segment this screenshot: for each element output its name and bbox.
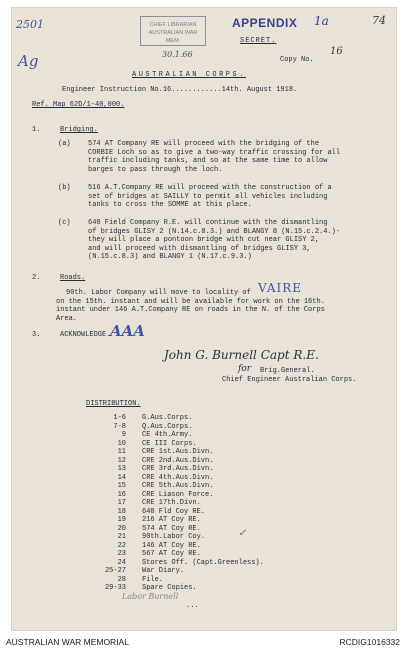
item-label: (b) <box>58 184 71 192</box>
bridging-c-line: they will place a pontoon bridge with cut near GLISY 2, <box>88 236 320 244</box>
distribution-ellipsis: ... <box>186 602 199 610</box>
distribution-number: 17 <box>117 499 126 507</box>
distribution-number: 10 <box>117 439 126 448</box>
distribution-recipient: Spare Copies. <box>142 584 197 592</box>
distribution-number: 20 <box>117 524 126 533</box>
bridging-a-line: traffic including tanks, and so at the same time to allow <box>88 157 328 165</box>
distribution-recipient: CRE 1st.Aus.Divn. <box>142 448 214 456</box>
section-number: 2. <box>32 274 41 282</box>
handwritten-footnote: Labor Burnell <box>122 592 179 601</box>
distribution-recipient: War Diary. <box>142 567 185 575</box>
bridging-c-line: and will proceed with dismantling of bridges GLISY 3, <box>88 244 311 253</box>
distribution-recipient: 216 AT Coy RE. <box>142 516 201 524</box>
distribution-number: 29-33 <box>104 584 126 592</box>
check-mark-icon: ✓ <box>238 528 247 539</box>
signature: John G. Burnell Capt R.E. <box>164 348 319 362</box>
document-page <box>12 8 396 630</box>
distribution-recipient: CRE 2nd.Aus.Divn. <box>142 456 214 465</box>
distribution-recipient: 90th.Labor Coy. <box>142 533 206 541</box>
distribution-number: 18 <box>117 507 126 516</box>
stamp-line: CHIEF LIBRARIAN <box>149 22 197 28</box>
distribution-recipient: 574 AT Coy RE. <box>142 524 201 533</box>
distribution-number: 9 <box>121 431 126 439</box>
signatory-rank: Brig.General. <box>260 367 315 375</box>
distribution-recipient: Stores Off. (Capt.Greenless). <box>142 558 264 567</box>
distribution-recipient: File. <box>142 575 164 584</box>
archive-stamp <box>140 16 206 46</box>
section-number: 3. <box>32 331 41 339</box>
distribution-number: 11 <box>117 448 126 456</box>
bridging-b-line: 516 A.T.Company RE will proceed with the construction of a <box>88 184 332 192</box>
distribution-recipient: CRE 4th.Aus.Divn. <box>142 473 214 482</box>
copy-label: Copy No. <box>280 56 314 64</box>
handwritten-number: 2501 <box>16 18 44 31</box>
distribution-recipient: 146 AT Coy RE. <box>142 541 201 550</box>
distribution-recipient: CRE 5th.Aus.Divn. <box>142 482 214 490</box>
item-label: (c) <box>58 219 71 227</box>
bridging-a-line: barges to pass through the loch. <box>88 165 223 174</box>
distribution-number: 14 <box>117 473 126 482</box>
bridging-a-line: CORBIE Loch so as to give a two-way traffic crossing for all <box>88 148 341 157</box>
distribution-number: 23 <box>117 550 126 558</box>
bridging-a-line: 574 AT Company RE will proceed with the bridging of the <box>88 140 320 148</box>
copy-number: 16 <box>330 46 343 57</box>
appendix-label: APPENDIX <box>232 16 298 30</box>
footer-source: AUSTRALIAN WAR MEMORIAL <box>6 637 129 647</box>
distribution-number: 25-27 <box>104 567 126 575</box>
classification: SECRET. <box>240 37 277 45</box>
distribution-number: 15 <box>117 482 126 490</box>
section-number: 1. <box>32 126 41 134</box>
handwritten-locality: VAIRE <box>258 281 303 295</box>
roads-line: 90th. Labor Company will move to locality of <box>66 289 251 297</box>
distribution-recipient: 648 Fld Coy RE. <box>142 507 206 516</box>
acknowledge-label: ACKNOWLEDGE. <box>60 331 111 339</box>
handwritten-folio: 74 <box>372 14 386 27</box>
distribution-recipient: CRE Liason Force. <box>142 490 214 499</box>
roads-line: instant under 146 A.T.Company RE on roads in the N. of the Corps <box>56 306 325 314</box>
corps-title: AUSTRALIAN CORPS. <box>132 71 246 79</box>
distribution-title: DISTRIBUTION. <box>86 400 141 408</box>
distribution-recipient: Q.Aus.Corps. <box>142 422 193 431</box>
signatory-title: Chief Engineer Australian Corps. <box>222 376 357 384</box>
distribution-number: 22 <box>117 541 126 550</box>
acknowledge-mark: AAA <box>110 322 145 340</box>
bridging-b-line: set of bridges at SAILLY to permit all vehicles including <box>88 192 328 201</box>
distribution-recipient: CRE 3rd.Aus.Divn. <box>142 465 214 473</box>
section-title: Bridging. <box>60 126 98 134</box>
distribution-recipient: 567 AT Coy RE. <box>142 550 201 558</box>
distribution-number: 12 <box>117 456 126 465</box>
distribution-number: 16 <box>117 490 126 499</box>
appendix-number: 1a <box>314 14 329 28</box>
section-title: Roads. <box>60 274 86 282</box>
instruction-line: Engineer Instruction No.16............14th. August 1918. <box>62 86 298 94</box>
item-label: (a) <box>58 140 71 148</box>
distribution-number: 19 <box>117 516 126 524</box>
distribution-recipient: CE 4th.Army. <box>142 431 193 439</box>
distribution-recipient: CE III Corps. <box>142 439 197 448</box>
stamp-number: 30.1.66 <box>162 50 193 59</box>
distribution-number: 7-8 <box>113 422 126 431</box>
signature-for: for <box>238 364 252 374</box>
distribution-number: 13 <box>117 465 126 473</box>
bridging-c-line: (N.15.c.8.3) and BLANGY 1 (N.17.c.9.3.) <box>88 253 252 261</box>
margin-initials: Ag <box>18 52 39 70</box>
roads-line: Area. <box>56 314 78 323</box>
bridging-b-line: tanks to cross the SOMME at this place. <box>88 201 252 209</box>
stamp-line: AUSTRALIAN WAR MEM. <box>148 30 198 44</box>
bridging-c-line: 648 Field Company R.E. will continue with the dismantling <box>88 219 328 227</box>
footer-identifier: RCDIG1016332 <box>339 637 400 647</box>
distribution-number: 1-6 <box>113 414 126 422</box>
distribution-number: 21 <box>117 533 126 541</box>
distribution-number: 28 <box>117 575 126 584</box>
distribution-recipient: G.Aus.Corps. <box>142 414 193 422</box>
distribution-number: 24 <box>117 558 126 567</box>
roads-line: on the 15th. instant and will be available for work on the 16th. <box>56 297 325 306</box>
distribution-recipient: CRE 17th.Divn. <box>142 499 201 507</box>
bridging-c-line: of bridges GLISY 2 (N.14.c.8.3.) and BLANGY 8 (N.15.c.2.4.)- <box>88 227 341 236</box>
map-reference: Ref. Map 62D/1-40,000. <box>32 101 125 109</box>
